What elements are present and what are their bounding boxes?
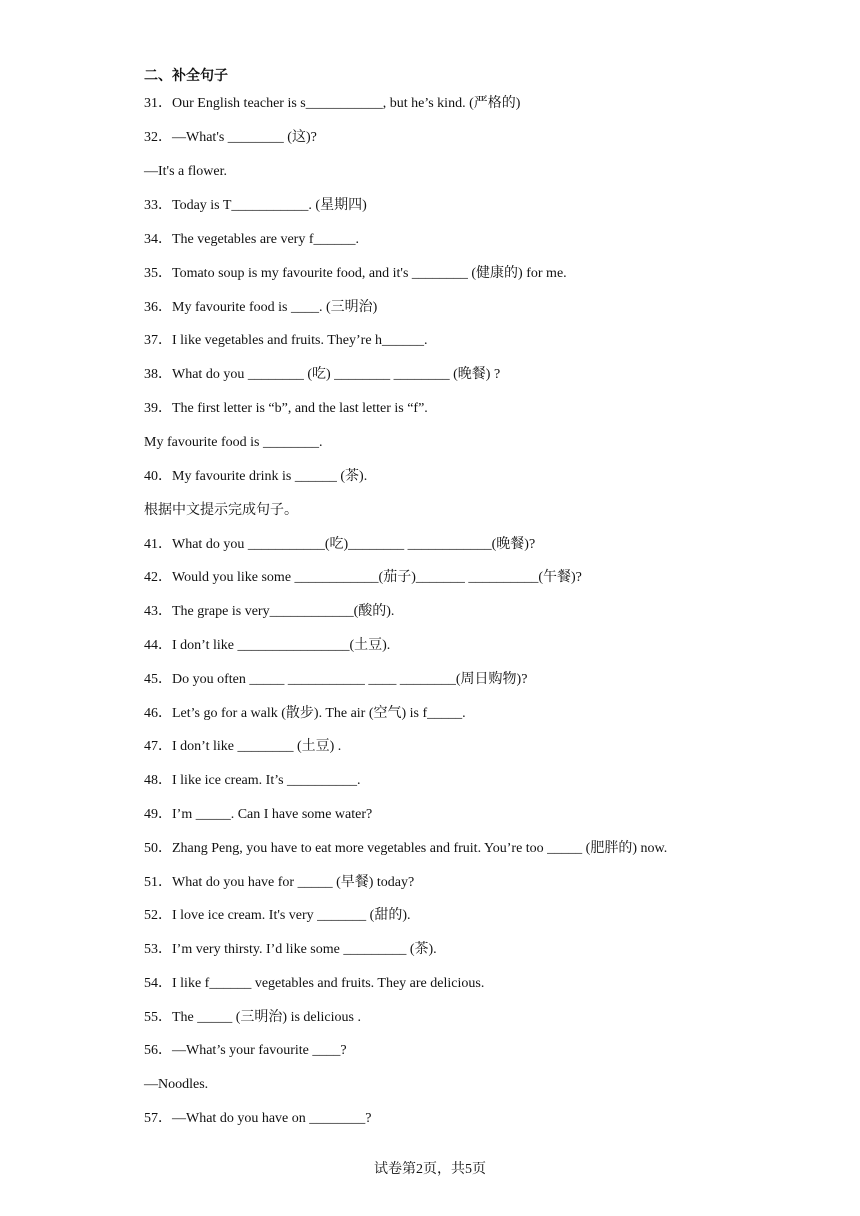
question-52: 52．I love ice cream. It's very _______ (甜的). [144,908,411,923]
question-48: 48．I like ice cream. It’s __________. [144,773,361,788]
section-title: 二、补全句子 [144,68,228,84]
question-39: 39．The first letter is “b”, and the last letter is “f”. [144,401,428,416]
question-33: 33．Today is T___________. (星期四) [144,198,367,213]
question-43: 43．The grape is very____________(酸的). [144,604,395,619]
question-42: 42．Would you like some ____________(茄子)_______ __________(午餐)? [144,570,582,585]
question-41: 41．What do you ___________(吃)________ ____________(晚餐)? [144,537,536,552]
question-36: 36．My favourite food is ____. (三明治) [144,300,378,315]
question-40: 40．My favourite drink is ______ (茶). [144,469,368,484]
question-44: 44．I don’t like ________________(土豆). [144,638,391,653]
question-49: 49．I’m _____. Can I have some water? [144,807,373,822]
question-53: 53．I’m very thirsty. I’d like some _________ (茶). [144,942,437,957]
question-45: 45．Do you often _____ ___________ ____ ________(周日购物)? [144,672,528,687]
question-56: 56．—What’s your favourite ____? [144,1043,347,1058]
question-35: 35．Tomato soup is my favourite food, and it's ________ (健康的) for me. [144,266,567,281]
subsection-instruction: 根据中文提示完成句子。 [144,503,298,518]
question-57: 57．—What do you have on ________? [144,1111,372,1126]
question-38: 38．What do you ________ (吃) ________ ________ (晚餐) ? [144,367,501,382]
question-37: 37．I like vegetables and fruits. They’re h______. [144,333,428,348]
question-55: 55．The _____ (三明治) is delicious . [144,1010,361,1025]
question-31: 31．Our English teacher is s___________, but he’s kind. (严格的) [144,96,521,111]
question-32: 32．—What's ________ (这)? [144,130,317,145]
question-46: 46．Let’s go for a walk (散步). The air (空气) is f_____. [144,706,466,721]
page-footer: 试卷第2页，共5页 [374,1162,486,1177]
question-47: 47．I don’t like ________ (土豆) . [144,739,342,754]
question-54: 54．I like f______ vegetables and fruits. They are delicious. [144,976,485,991]
question-34: 34．The vegetables are very f______. [144,232,359,247]
question-50: 50．Zhang Peng, you have to eat more vegetables and fruit. You’re too _____ (肥胖的) now. [144,841,668,856]
answer-56: —Noodles. [144,1077,209,1092]
answer-32: —It's a flower. [144,164,228,179]
question-39-continued: My favourite food is ________. [144,435,323,450]
question-51: 51．What do you have for _____ (早餐) today? [144,875,415,890]
